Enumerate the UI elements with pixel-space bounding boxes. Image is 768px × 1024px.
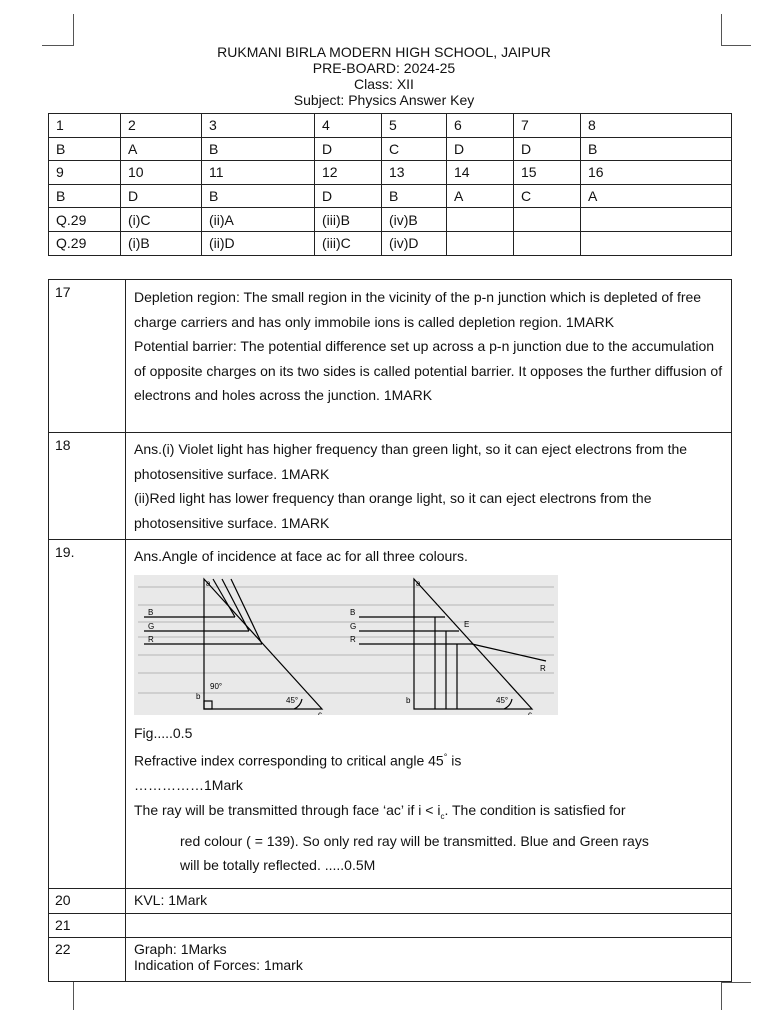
question-number: 18 (49, 433, 126, 540)
answer-21-text (126, 914, 732, 938)
answer-18-part-ii: (ii)Red light has lower frequency than orange light, so it can eject electrons from the photosensitive surface. 1MARK (134, 490, 652, 531)
figure-caption: Fig.....0.5 (134, 724, 193, 741)
answer-22-forces: Indication of Forces: 1mark (134, 957, 303, 973)
crop-mark-bl (73, 982, 74, 1010)
mcq-cell: B (49, 184, 121, 208)
trans-subscript: c (440, 811, 445, 821)
mcq-cell: 3 (202, 114, 315, 138)
mcq-cell: 7 (514, 114, 581, 138)
document-header (0, 44, 768, 108)
mcq-cell: B (382, 184, 447, 208)
mcq-cell (447, 231, 514, 255)
answer-22-graph: Graph: 1Marks (134, 941, 227, 957)
mcq-cell (514, 231, 581, 255)
mcq-row (49, 208, 732, 232)
answer-row-19 (49, 540, 732, 889)
label-45-left: 45° (286, 695, 299, 705)
label-point-e: E (464, 619, 470, 629)
answer-body (126, 433, 732, 540)
mcq-cell: D (315, 184, 382, 208)
mcq-row (49, 137, 732, 161)
mcq-cell: 10 (121, 161, 202, 185)
mcq-cell: 13 (382, 161, 447, 185)
refr-prefix: Refractive index corresponding to critical angle 45 (134, 752, 444, 769)
mcq-cell: A (121, 137, 202, 161)
mcq-cell: 9 (49, 161, 121, 185)
crop-mark-br-h (721, 982, 751, 983)
mcq-cell: (ii)D (202, 231, 315, 255)
degree-mark: ° (443, 752, 448, 762)
mcq-cell: 6 (447, 114, 514, 138)
transmission-detail-2: will be totally reflected. .....0.5M (180, 857, 376, 874)
long-answer-table (48, 279, 732, 982)
mcq-cell: D (315, 137, 382, 161)
mcq-cell: (iv)D (382, 231, 447, 255)
mcq-cell: D (514, 137, 581, 161)
crop-mark-tr (721, 14, 722, 46)
mcq-cell: 4 (315, 114, 382, 138)
label-vertex-c-left: c (318, 709, 322, 715)
mcq-cell: D (121, 184, 202, 208)
mark-line: ……………1Mark (134, 777, 243, 794)
potential-barrier-text: Potential barrier: The potential difference set up across a p-n junction due to the accumulation of opposite charges on its two sides is called potential barrier. It opposes the further diffusion of electrons and holes across the junction. 1MARK (134, 338, 723, 403)
question-number: 19. (49, 540, 126, 889)
answer-row-18 (49, 433, 732, 540)
answer-20-text: KVL: 1Mark (126, 889, 732, 914)
transmission-condition (134, 798, 723, 829)
refractive-index-line (134, 745, 723, 773)
question-number: 22 (49, 938, 126, 982)
mcq-cell: (iv)B (382, 208, 447, 232)
school-name: RUKMANI BIRLA MODERN HIGH SCHOOL, JAIPUR (217, 44, 551, 60)
answer-body (126, 540, 732, 889)
mcq-cell: D (447, 137, 514, 161)
mcq-cell: B (581, 137, 732, 161)
mcq-cell: (iii)B (315, 208, 382, 232)
label-45-right: 45° (496, 695, 509, 705)
mcq-cell (514, 208, 581, 232)
mcq-cell: 12 (315, 161, 382, 185)
mcq-cell: B (202, 184, 315, 208)
answer-row-21 (49, 914, 732, 938)
question-number: 21 (49, 914, 126, 938)
mcq-cell: (i)B (121, 231, 202, 255)
mcq-cell (447, 208, 514, 232)
subject-name: Subject: Physics Answer Key (293, 92, 475, 108)
question-number: 17 (49, 280, 126, 433)
mcq-row (49, 231, 732, 255)
question-number: 20 (49, 889, 126, 914)
mcq-row (49, 184, 732, 208)
mcq-cell: 16 (581, 161, 732, 185)
refr-suffix: is (447, 752, 462, 769)
mcq-cell: A (447, 184, 514, 208)
answer-19-intro: Ans.Angle of incidence at face ac for all three colours. (134, 548, 468, 564)
mcq-cell (581, 231, 732, 255)
class-name: Class: XII (354, 76, 414, 92)
prism-ray-figure (134, 575, 558, 715)
label-vertex-b-left: b (196, 691, 201, 701)
mcq-answer-table (48, 113, 732, 256)
mcq-row (49, 114, 732, 138)
trans-lead: The ray will be transmitted through face ‘ac’ if i < i (134, 801, 441, 818)
answer-body (126, 938, 732, 982)
mcq-cell: B (49, 137, 121, 161)
mcq-cell: A (581, 184, 732, 208)
trans-rest: . The condition is satisfied for (444, 801, 626, 818)
mcq-cell: (iii)C (315, 231, 382, 255)
mcq-cell: Q.29 (49, 208, 121, 232)
mcq-cell: C (514, 184, 581, 208)
label-green: G (148, 621, 155, 631)
mcq-row (49, 161, 732, 185)
answer-row-17 (49, 280, 732, 433)
label-red-right: R (350, 634, 356, 644)
answer-18-part-i: Ans.(i) Violet light has higher frequency than green light, so it can eject electrons from the photosensitive surface. 1MARK (134, 441, 688, 482)
mcq-cell: (ii)A (202, 208, 315, 232)
label-90: 90° (210, 681, 223, 691)
mcq-cell: 8 (581, 114, 732, 138)
mcq-cell: Q.29 (49, 231, 121, 255)
exam-name: PRE-BOARD: 2024-25 (312, 60, 456, 76)
answer-row-20 (49, 889, 732, 914)
mcq-cell: 2 (121, 114, 202, 138)
label-red: R (148, 634, 154, 644)
transmission-detail-1: red colour ( = 139). So only red ray will be transmitted. Blue and Green rays (180, 832, 649, 849)
mcq-cell: 14 (447, 161, 514, 185)
mcq-cell: (i)C (121, 208, 202, 232)
label-vertex-b-right: b (406, 695, 411, 705)
label-vertex-a-left: a (206, 578, 211, 588)
crop-mark-br (721, 982, 722, 1010)
mcq-cell (581, 208, 732, 232)
label-vertex-a-right: a (416, 578, 421, 588)
mcq-cell: C (382, 137, 447, 161)
mcq-cell: 1 (49, 114, 121, 138)
label-blue-right: B (350, 607, 356, 617)
prism-diagram (134, 575, 558, 715)
depletion-region-text: Depletion region: The small region in the vicinity of the p-n junction which is depleted of free charge carriers and has only immobile ions is called depletion region. 1MARK (134, 289, 702, 330)
answer-row-22 (49, 938, 732, 982)
mcq-cell: 5 (382, 114, 447, 138)
mcq-cell: 15 (514, 161, 581, 185)
mcq-cell: 11 (202, 161, 315, 185)
label-vertex-c-right: c (528, 709, 532, 715)
label-green-right: G (350, 621, 357, 631)
label-red-out: R (540, 663, 546, 673)
crop-mark-tl (73, 14, 74, 46)
label-blue: B (148, 607, 154, 617)
mcq-cell: B (202, 137, 315, 161)
answer-body (126, 280, 732, 433)
